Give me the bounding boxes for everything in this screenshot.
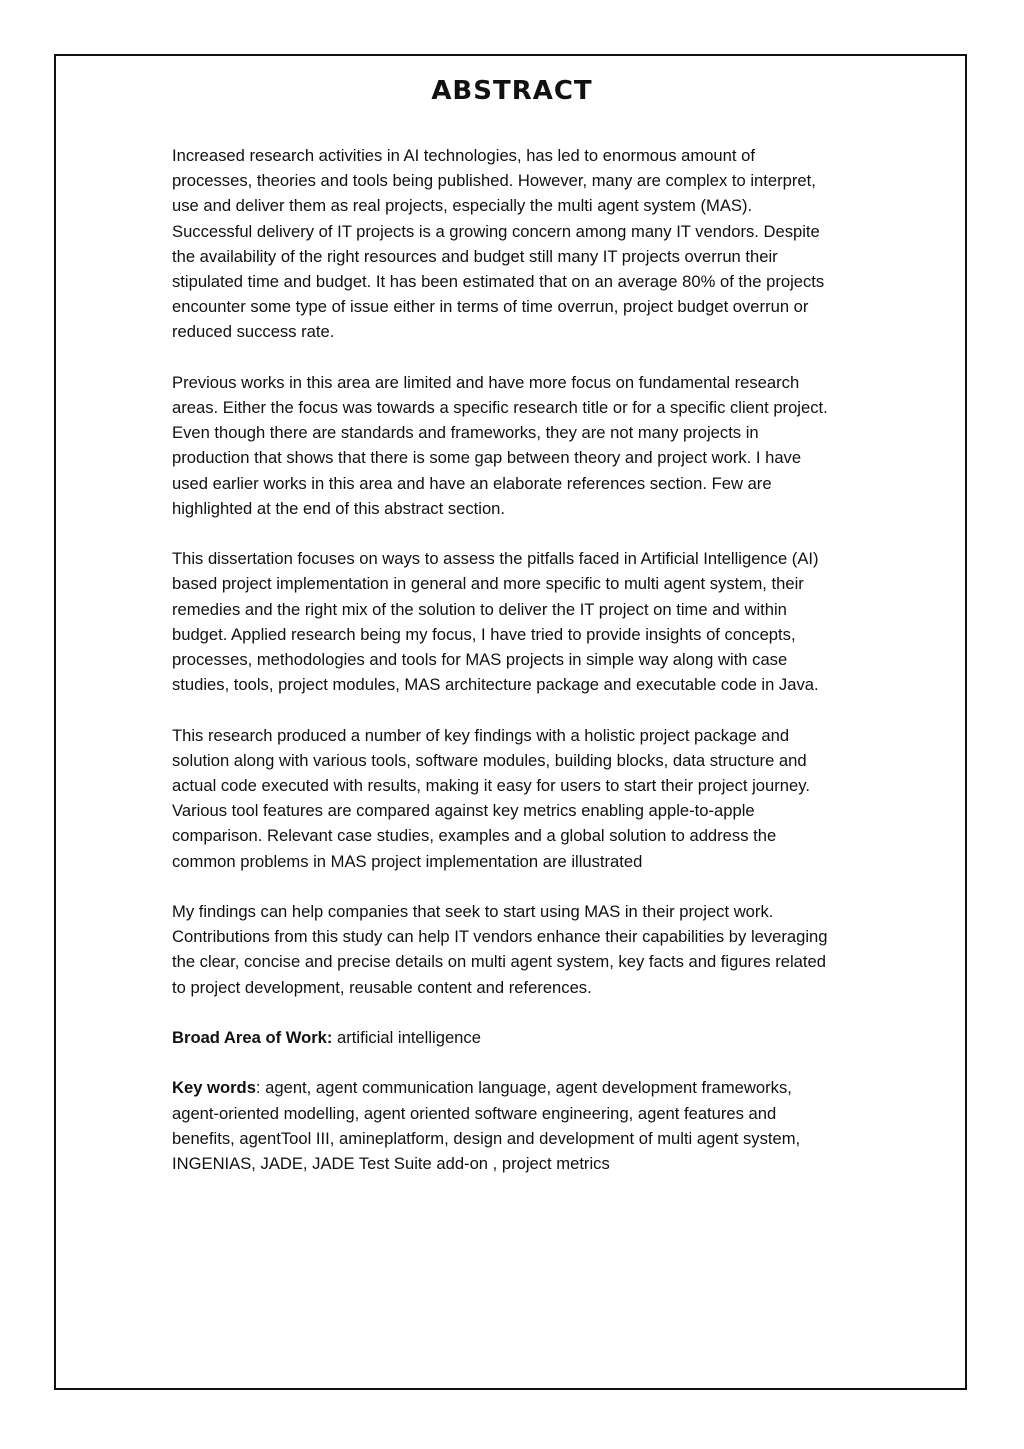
abstract-paragraphs [172, 143, 932, 1000]
paragraph-line: use and deliver them as real projects, especially the multi agent system (MAS). [172, 196, 753, 216]
broad-area-of-work [172, 1025, 932, 1050]
keywords-label: Key words [172, 1078, 256, 1098]
paragraph-line: based project implementation in general and more specific to multi agent system, their [172, 574, 804, 594]
keywords-line: agent-oriented modelling, agent oriented software engineering, agent features and [172, 1103, 777, 1123]
keywords-line: INGENIAS, JADE, JADE Test Suite add-on , project metrics [172, 1154, 610, 1174]
paragraph-line: highlighted at the end of this abstract section. [172, 498, 506, 518]
broad-area-value: artificial intelligence [332, 1028, 481, 1048]
paragraph-line: studies, tools, project modules, MAS architecture package and executable code in Java. [172, 675, 819, 695]
abstract-paragraph [172, 723, 932, 874]
abstract-body [172, 143, 932, 1201]
paragraph-line: actual code executed with results, making it easy for users to start their project journey. [172, 776, 810, 796]
paragraph-line: stipulated time and budget. It has been estimated that on an average 80% of the projects [172, 272, 825, 292]
paragraph-line: This research produced a number of key findings with a holistic project package and [172, 725, 790, 745]
paragraph-line: This dissertation focuses on ways to assess the pitfalls faced in Artificial Intelligence (AI) [172, 549, 819, 569]
abstract-paragraph [172, 899, 932, 1000]
abstract-title: ABSTRACT [431, 76, 593, 106]
abstract-paragraph [172, 546, 932, 697]
keywords-line: benefits, agentTool III, amineplatform, design and development of multi agent system, [172, 1128, 801, 1148]
paragraph-line: encounter some type of issue either in terms of time overrun, project budget overrun or [172, 297, 809, 317]
paragraph-line: the availability of the right resources and budget still many IT projects overrun their [172, 246, 778, 266]
paragraph-line: Even though there are standards and frameworks, they are not many projects in [172, 423, 759, 443]
paragraph-line: Previous works in this area are limited and have more focus on fundamental research [172, 372, 800, 392]
paragraph-line: remedies and the right mix of the solution to deliver the IT project on time and within [172, 599, 787, 619]
keywords-section [172, 1075, 932, 1176]
paragraph-line: solution along with various tools, software modules, building blocks, data structure and [172, 750, 807, 770]
paragraph-line: areas. Either the focus was towards a specific research title or for a specific client project. [172, 398, 828, 418]
paragraph-line: Contributions from this study can help IT vendors enhance their capabilities by leveraging [172, 927, 828, 947]
paragraph-line: budget. Applied research being my focus, I have tried to provide insights of concepts, [172, 624, 796, 644]
paragraph-line: used earlier works in this area and have an elaborate references section. Few are [172, 473, 772, 493]
paragraph-line: reduced success rate. [172, 322, 335, 342]
paragraph-line: My findings can help companies that seek to start using MAS in their project work. [172, 902, 774, 922]
broad-area-label: Broad Area of Work: [172, 1028, 333, 1048]
paragraph-line: processes, theories and tools being published. However, many are complex to interpret, [172, 171, 816, 191]
paragraph-line: the clear, concise and precise details on multi agent system, key facts and figures related [172, 952, 826, 972]
paragraph-line: processes, methodologies and tools for MAS projects in simple way along with case [172, 650, 788, 670]
abstract-paragraph [172, 370, 932, 521]
paragraph-line: Increased research activities in AI technologies, has led to enormous amount of [172, 146, 755, 165]
paragraph-line: Successful delivery of IT projects is a growing concern among many IT vendors. Despite [172, 221, 820, 241]
paragraph-line: production that shows that there is some gap between theory and project work. I have [172, 448, 802, 468]
paragraph-line: comparison. Relevant case studies, examples and a global solution to address the [172, 826, 777, 846]
paragraph-line: common problems in MAS project implementation are illustrated [172, 851, 643, 871]
keywords-first-line [172, 1075, 932, 1100]
keywords-first-text: : agent, agent communication language, agent development frameworks, [255, 1078, 792, 1098]
abstract-paragraph [172, 143, 932, 345]
paragraph-line: to project development, reusable content and references. [172, 977, 592, 997]
broad-area-line [172, 1025, 932, 1050]
paragraph-line: Various tool features are compared against key metrics enabling apple-to-apple [172, 801, 755, 821]
